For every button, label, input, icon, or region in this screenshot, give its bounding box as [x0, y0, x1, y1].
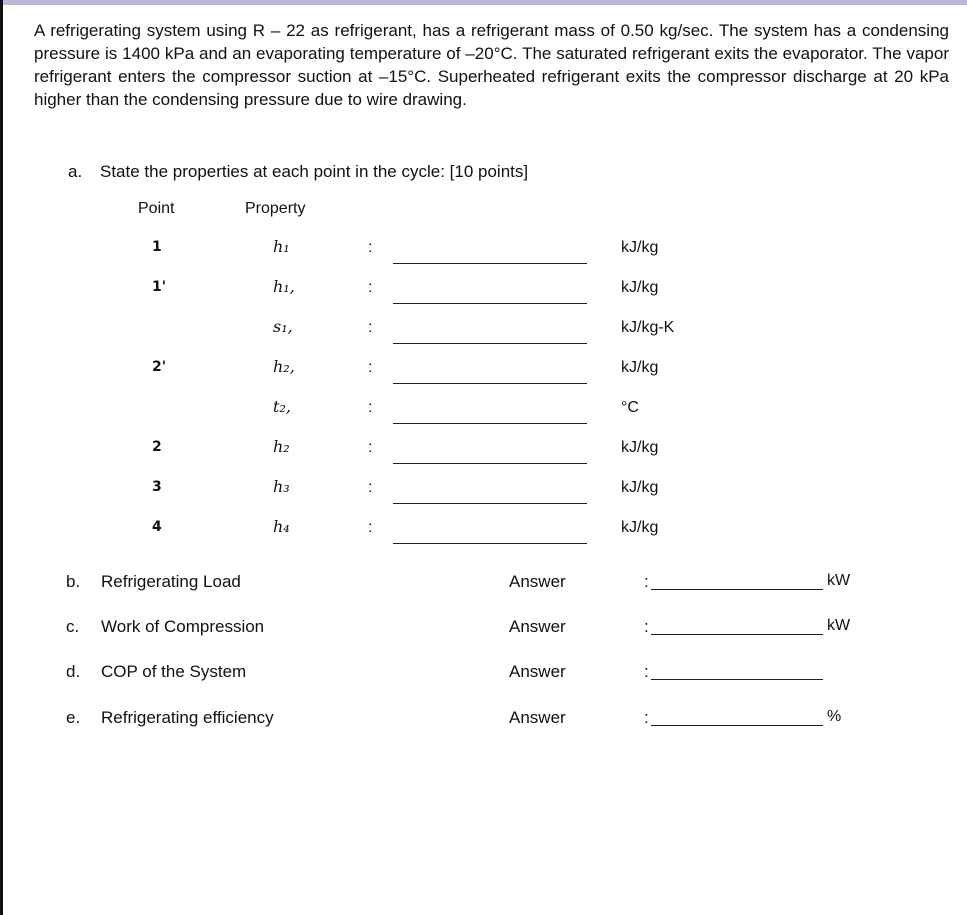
property-row	[0, 519, 967, 549]
colon: :	[368, 319, 373, 336]
unit-label: kW	[827, 572, 851, 589]
part-a-label: a.	[68, 162, 83, 181]
question-label: e.	[66, 708, 81, 727]
colon: :	[368, 479, 373, 496]
unit-label: kJ/kg-K	[621, 319, 675, 336]
colon: :	[644, 708, 649, 727]
answer-blank[interactable]	[651, 589, 823, 590]
answer-blank[interactable]	[393, 263, 587, 264]
property-symbol: h₁,	[273, 277, 295, 296]
colon: :	[368, 519, 373, 536]
answer-blank[interactable]	[393, 303, 587, 304]
answer-label: Answer	[509, 572, 566, 591]
answer-blank[interactable]	[393, 383, 587, 384]
point-label: 2'	[152, 359, 167, 375]
answer-blank[interactable]	[393, 463, 587, 464]
question-refrigerating-efficiency	[66, 708, 946, 734]
colon: :	[368, 239, 373, 256]
colon: :	[644, 572, 649, 591]
part-a-text: State the properties at each point in the cycle: [10 points]	[100, 162, 529, 181]
property-row	[0, 279, 967, 309]
question-refrigerating-load	[66, 572, 946, 598]
property-symbol: h₂	[273, 437, 290, 456]
unit-label: %	[827, 708, 842, 725]
point-label: 4	[152, 519, 162, 535]
point-label: 1	[152, 239, 162, 255]
colon: :	[368, 359, 373, 376]
question-text: COP of the System	[101, 662, 247, 681]
property-symbol: h₂,	[273, 357, 295, 376]
point-label: 3	[152, 479, 162, 495]
point-label: 2	[152, 439, 162, 455]
answer-blank[interactable]	[393, 503, 587, 504]
question-label: c.	[66, 617, 80, 636]
property-symbol: h₁	[273, 237, 290, 256]
property-row	[0, 359, 967, 389]
property-row	[0, 439, 967, 469]
answer-blank[interactable]	[393, 423, 587, 424]
column-header-point: Point	[138, 200, 175, 217]
property-row	[0, 399, 967, 429]
answer-blank[interactable]	[651, 725, 823, 726]
property-row	[0, 319, 967, 349]
question-cop	[66, 662, 946, 688]
colon: :	[368, 399, 373, 416]
unit-label: °C	[621, 399, 639, 416]
unit-label: kJ/kg	[621, 479, 659, 496]
unit-label: kW	[827, 617, 851, 634]
answer-blank[interactable]	[651, 679, 823, 680]
part-a-heading	[68, 162, 528, 182]
point-label: 1'	[152, 279, 167, 295]
property-row	[0, 239, 967, 269]
question-text: Refrigerating Load	[101, 572, 241, 591]
top-bar	[0, 0, 967, 5]
question-text: Work of Compression	[101, 617, 265, 636]
colon: :	[644, 662, 649, 681]
question-label: d.	[66, 662, 81, 681]
unit-label: kJ/kg	[621, 519, 659, 536]
colon: :	[368, 439, 373, 456]
colon: :	[644, 617, 649, 636]
question-work-of-compression	[66, 617, 946, 643]
problem-statement: A refrigerating system using R – 22 as refrigerant, has a refrigerant mass of 0.50 kg/sec. The system has a condensing pressure is 1400 kPa and an evaporating temperature of –20°C. The saturated refrigerant exits the evaporator. The vapor refrigerant enters the compressor suction at –15°C. Superheated refrigerant exits the compressor discharge at 20 kPa higher than the condensing pressure due to wire drawing.	[34, 21, 949, 109]
unit-label: kJ/kg	[621, 239, 659, 256]
column-header-property: Property	[245, 200, 306, 217]
answer-label: Answer	[509, 708, 566, 727]
property-symbol: h₄	[273, 517, 290, 536]
property-symbol: t₂,	[273, 397, 291, 416]
property-row	[0, 479, 967, 509]
answer-label: Answer	[509, 617, 566, 636]
property-symbol: h₃	[273, 477, 290, 496]
question-label: b.	[66, 572, 81, 591]
answer-blank[interactable]	[393, 543, 587, 544]
unit-label: kJ/kg	[621, 279, 659, 296]
question-text: Refrigerating efficiency	[101, 708, 274, 727]
unit-label: kJ/kg	[621, 439, 659, 456]
unit-label: kJ/kg	[621, 359, 659, 376]
answer-blank[interactable]	[393, 343, 587, 344]
property-symbol: s₁,	[273, 317, 293, 336]
answer-label: Answer	[509, 662, 566, 681]
answer-blank[interactable]	[651, 634, 823, 635]
colon: :	[368, 279, 373, 296]
